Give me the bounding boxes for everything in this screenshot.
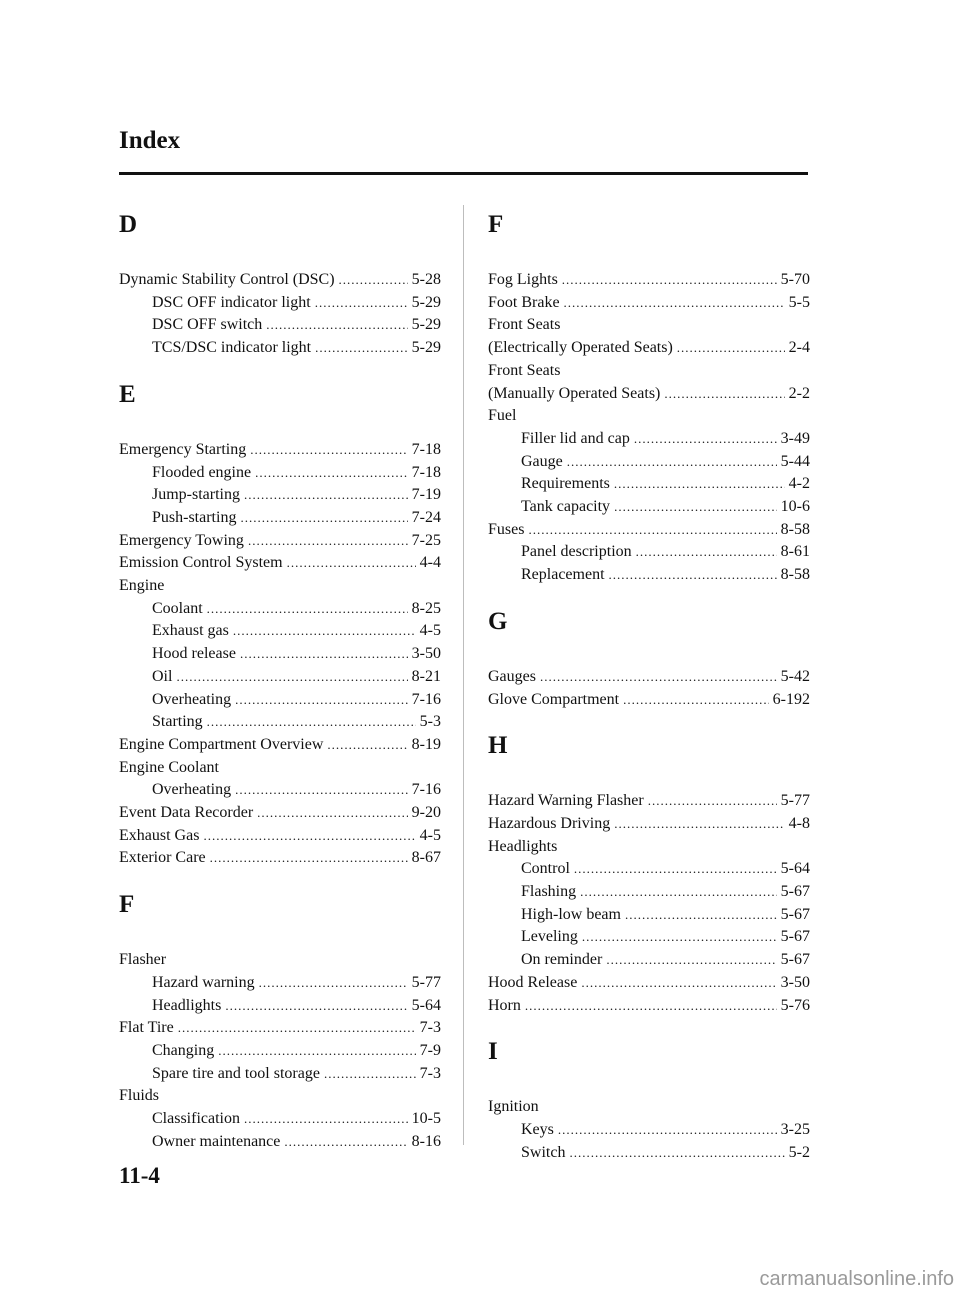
entry-page: 7-16 <box>411 690 441 708</box>
entry-text: Gauges <box>488 667 536 685</box>
entry-text: Overheating <box>152 781 232 799</box>
entry-text: Glove Compartment <box>488 690 620 708</box>
section-letter: I <box>488 1038 498 1066</box>
entry-page: 6-192 <box>772 690 810 708</box>
entry-text: Headlights <box>152 996 222 1014</box>
dot-leader <box>284 1131 407 1154</box>
index-entry <box>119 439 441 462</box>
index-entry <box>488 428 810 451</box>
header-rule <box>119 172 808 175</box>
dot-leader <box>677 337 785 360</box>
dot-leader <box>558 1119 777 1142</box>
entry-text: Flooded engine <box>152 463 252 481</box>
index-entry <box>119 552 441 575</box>
entry-page: 2-2 <box>788 384 810 402</box>
index-section <box>488 607 810 711</box>
entry-page: 5-42 <box>780 667 810 685</box>
entry-page: 5-28 <box>411 271 441 288</box>
entry-text: Switch <box>521 1143 566 1161</box>
entry-text: Control <box>521 860 570 878</box>
index-entry <box>488 926 810 949</box>
index-heading: Front Seats <box>488 316 561 334</box>
index-entry <box>488 496 810 519</box>
entry-page: 5-67 <box>780 905 810 923</box>
entry-page: 8-61 <box>780 543 810 561</box>
entry-text: Tank capacity <box>521 498 611 516</box>
section-letter: E <box>119 380 136 408</box>
index-section <box>488 1037 810 1164</box>
entry-text: Panel description <box>521 543 632 561</box>
entry-text: Leveling <box>521 928 578 946</box>
index-entry <box>488 1142 810 1165</box>
entry-text: Requirements <box>521 475 610 493</box>
entry-page: 5-76 <box>780 996 810 1014</box>
dot-leader <box>178 1017 416 1040</box>
dot-leader <box>287 552 416 575</box>
entry-page: 3-50 <box>780 973 810 991</box>
index-entry <box>488 564 810 587</box>
entry-page: 5-64 <box>780 860 810 878</box>
section-letter: D <box>119 211 138 238</box>
dot-leader <box>207 598 408 621</box>
index-entry <box>119 1063 441 1086</box>
entry-text: Classification <box>152 1110 240 1128</box>
dot-leader <box>540 666 777 689</box>
dot-leader <box>244 1108 408 1131</box>
index-entry <box>119 314 441 337</box>
entry-page: 3-50 <box>411 645 441 663</box>
index-entry <box>119 530 441 553</box>
index-entry <box>488 383 810 406</box>
entry-text: Engine Compartment Overview <box>119 735 324 753</box>
dot-leader <box>582 926 777 949</box>
index-entry <box>119 779 441 802</box>
entry-page: 5-77 <box>780 792 810 810</box>
index-entry <box>488 813 810 836</box>
dot-leader <box>327 734 407 757</box>
entry-text: Exhaust gas <box>152 622 229 640</box>
index-entry <box>119 484 441 507</box>
dot-leader <box>562 269 777 292</box>
page-title: Index <box>119 127 181 154</box>
entry-text: (Manually Operated Seats) <box>488 384 661 402</box>
section-letter: G <box>488 607 508 635</box>
index-entry <box>119 689 441 712</box>
dot-leader <box>240 507 407 530</box>
index-entry <box>488 292 810 315</box>
index-section <box>488 731 810 1017</box>
index-entry <box>119 1131 441 1154</box>
index-entry <box>119 734 441 757</box>
index-entry <box>488 473 810 496</box>
index-entry <box>119 462 441 485</box>
entry-page: 7-3 <box>419 1019 441 1037</box>
dot-leader <box>233 620 416 643</box>
dot-leader <box>315 292 408 315</box>
entry-text: Emergency Starting <box>119 440 247 458</box>
entry-page: 7-18 <box>411 463 441 481</box>
entry-page: 4-4 <box>419 554 441 572</box>
index-heading: Engine <box>119 577 165 595</box>
dot-leader <box>623 689 769 712</box>
entry-page: 8-58 <box>780 520 810 538</box>
entry-page: 7-24 <box>411 508 441 526</box>
dot-leader <box>248 530 408 553</box>
entry-text: Oil <box>152 667 173 685</box>
entry-text: Emission Control System <box>119 554 283 572</box>
entry-text: Exhaust Gas <box>119 826 200 844</box>
index-entry <box>488 904 810 927</box>
entry-page: 5-3 <box>419 713 441 731</box>
entry-page: 9-20 <box>411 804 441 822</box>
entry-page: 8-21 <box>411 667 441 685</box>
column-divider <box>463 205 464 1145</box>
entry-text: Foot Brake <box>488 293 560 311</box>
dot-leader <box>614 813 784 836</box>
dot-leader <box>569 1142 784 1165</box>
entry-text: Owner maintenance <box>152 1132 281 1150</box>
entry-text: Overheating <box>152 690 232 708</box>
dot-leader <box>525 995 777 1018</box>
dot-leader <box>240 643 408 666</box>
index-entry <box>119 1108 441 1131</box>
entry-text: Filler lid and cap <box>521 429 630 447</box>
entry-text: Hood Release <box>488 973 578 991</box>
entry-page: 8-58 <box>780 566 810 584</box>
dot-leader <box>581 972 776 995</box>
entry-page: 5-29 <box>411 339 441 357</box>
entry-text: Horn <box>488 996 521 1014</box>
entry-page: 7-3 <box>419 1064 441 1082</box>
index-entry <box>119 269 441 292</box>
dot-leader <box>257 802 408 825</box>
entry-text: Flashing <box>521 883 577 901</box>
index-entry <box>488 972 810 995</box>
dot-leader <box>574 858 777 881</box>
index-heading: Ignition <box>488 1098 539 1116</box>
dot-leader <box>664 383 784 406</box>
index-entry <box>119 337 441 360</box>
entry-text: DSC OFF switch <box>152 316 263 334</box>
dot-leader <box>235 689 408 712</box>
dot-leader <box>225 995 407 1018</box>
entry-page: 7-9 <box>419 1041 441 1059</box>
index-section <box>119 890 441 1153</box>
entry-page: 5-44 <box>780 452 810 470</box>
index-column-left <box>119 210 441 1154</box>
dot-leader <box>634 428 777 451</box>
entry-text: High-low beam <box>521 905 621 923</box>
entry-page: 2-4 <box>788 339 810 357</box>
index-heading: Front Seats <box>488 361 561 379</box>
page-number: 11-4 <box>119 1163 160 1188</box>
dot-leader <box>207 711 416 734</box>
index-column-right <box>488 210 810 1164</box>
dot-leader <box>218 1040 415 1063</box>
dot-leader <box>614 496 777 519</box>
index-entry <box>119 802 441 825</box>
entry-text: Hazardous Driving <box>488 814 611 832</box>
entry-text: Changing <box>152 1041 215 1059</box>
dot-leader <box>636 541 777 564</box>
index-heading: Headlights <box>488 837 558 855</box>
dot-leader <box>648 790 777 813</box>
index-entry <box>119 643 441 666</box>
entry-text: Flat Tire <box>119 1019 174 1037</box>
index-entry <box>488 337 810 360</box>
entry-page: 5-29 <box>411 293 441 311</box>
entry-text: Keys <box>521 1120 554 1138</box>
entry-page: 8-25 <box>411 599 441 617</box>
entry-page: 5-2 <box>788 1143 810 1161</box>
index-entry <box>119 507 441 530</box>
entry-text: Exterior Care <box>119 849 206 867</box>
entry-page: 7-18 <box>411 440 441 458</box>
dot-leader <box>315 337 408 360</box>
entry-page: 5-70 <box>780 271 810 288</box>
entry-page: 8-16 <box>411 1132 441 1150</box>
entry-text: Hazard Warning Flasher <box>488 792 644 810</box>
dot-leader <box>564 292 785 315</box>
dot-leader <box>580 881 777 904</box>
entry-page: 5-29 <box>411 316 441 334</box>
entry-text: TCS/DSC indicator light <box>152 339 312 357</box>
dot-leader <box>203 825 415 848</box>
entry-page: 4-5 <box>419 826 441 844</box>
index-entry <box>119 825 441 848</box>
entry-text: Gauge <box>521 452 563 470</box>
index-entry <box>119 620 441 643</box>
dot-leader <box>609 564 777 587</box>
entry-page: 8-67 <box>411 849 441 867</box>
index-section <box>488 210 810 587</box>
index-entry <box>488 995 810 1018</box>
dot-leader <box>210 847 408 870</box>
index-entry <box>119 1040 441 1063</box>
dot-leader <box>176 666 407 689</box>
index-entry <box>119 598 441 621</box>
dot-leader <box>567 451 777 474</box>
index-entry <box>119 1017 441 1040</box>
dot-leader <box>244 484 408 507</box>
entry-page: 5-67 <box>780 928 810 946</box>
index-entry <box>488 881 810 904</box>
index-entry <box>488 666 810 689</box>
entry-page: 5-64 <box>411 996 441 1014</box>
index-heading: Engine Coolant <box>119 758 219 776</box>
dot-leader <box>259 972 408 995</box>
entry-text: Push-starting <box>152 508 237 526</box>
entry-text: Fog Lights <box>488 271 558 288</box>
dot-leader <box>625 904 777 927</box>
entry-text: Coolant <box>152 599 203 617</box>
index-entry <box>488 519 810 542</box>
entry-text: (Electrically Operated Seats) <box>488 339 673 357</box>
entry-text: Fuses <box>488 520 525 538</box>
section-letter: F <box>488 211 504 238</box>
entry-text: Hood release <box>152 645 236 663</box>
index-entry <box>119 847 441 870</box>
section-letter: F <box>119 891 135 919</box>
index-heading: Fluids <box>119 1087 160 1105</box>
dot-leader <box>614 473 785 496</box>
entry-text: Emergency Towing <box>119 531 244 549</box>
entry-text: DSC OFF indicator light <box>152 293 311 311</box>
entry-page: 3-25 <box>780 1120 810 1138</box>
index-heading: Fuel <box>488 407 517 425</box>
entry-page: 5-67 <box>780 883 810 901</box>
index-entry <box>119 292 441 315</box>
index-entry <box>488 689 810 712</box>
entry-page: 7-16 <box>411 781 441 799</box>
dot-leader <box>606 949 776 972</box>
entry-text: Starting <box>152 713 203 731</box>
entry-text: Hazard warning <box>152 973 255 991</box>
index-entry <box>119 711 441 734</box>
index-entry <box>119 972 441 995</box>
dot-leader <box>250 439 407 462</box>
entry-page: 10-5 <box>411 1110 441 1128</box>
dot-leader <box>255 462 408 485</box>
entry-text: Event Data Recorder <box>119 804 254 822</box>
entry-text: Jump-starting <box>152 486 240 504</box>
entry-page: 5-67 <box>780 951 810 969</box>
index-section <box>119 210 441 360</box>
entry-page: 3-49 <box>780 429 810 447</box>
index-entry <box>488 541 810 564</box>
section-letter: H <box>488 732 508 760</box>
entry-page: 4-5 <box>419 622 441 640</box>
entry-text: Replacement <box>521 566 605 584</box>
index-entry <box>119 666 441 689</box>
entry-page: 5-77 <box>411 973 441 991</box>
index-entry <box>119 995 441 1018</box>
entry-page: 4-2 <box>788 475 810 493</box>
index-heading: Flasher <box>119 951 167 969</box>
dot-leader <box>266 314 407 337</box>
entry-text: On reminder <box>521 951 603 969</box>
dot-leader <box>324 1063 416 1086</box>
index-entry <box>488 1119 810 1142</box>
index-entry <box>488 269 810 292</box>
index-entry <box>488 949 810 972</box>
dot-leader <box>528 519 776 542</box>
entry-page: 7-25 <box>411 531 441 549</box>
entry-page: 8-19 <box>411 735 441 753</box>
index-entry <box>488 858 810 881</box>
index-entry <box>488 451 810 474</box>
index-entry <box>488 790 810 813</box>
entry-text: Spare tire and tool storage <box>152 1064 320 1082</box>
dot-leader <box>235 779 408 802</box>
index-section <box>119 380 441 870</box>
entry-page: 5-5 <box>788 293 810 311</box>
entry-page: 7-19 <box>411 486 441 504</box>
watermark-link[interactable]: carmanualsonline.info <box>759 1268 954 1290</box>
entry-page: 4-8 <box>788 814 810 832</box>
dot-leader <box>339 269 408 292</box>
entry-text: Dynamic Stability Control (DSC) <box>119 271 335 288</box>
entry-page: 10-6 <box>780 498 810 516</box>
